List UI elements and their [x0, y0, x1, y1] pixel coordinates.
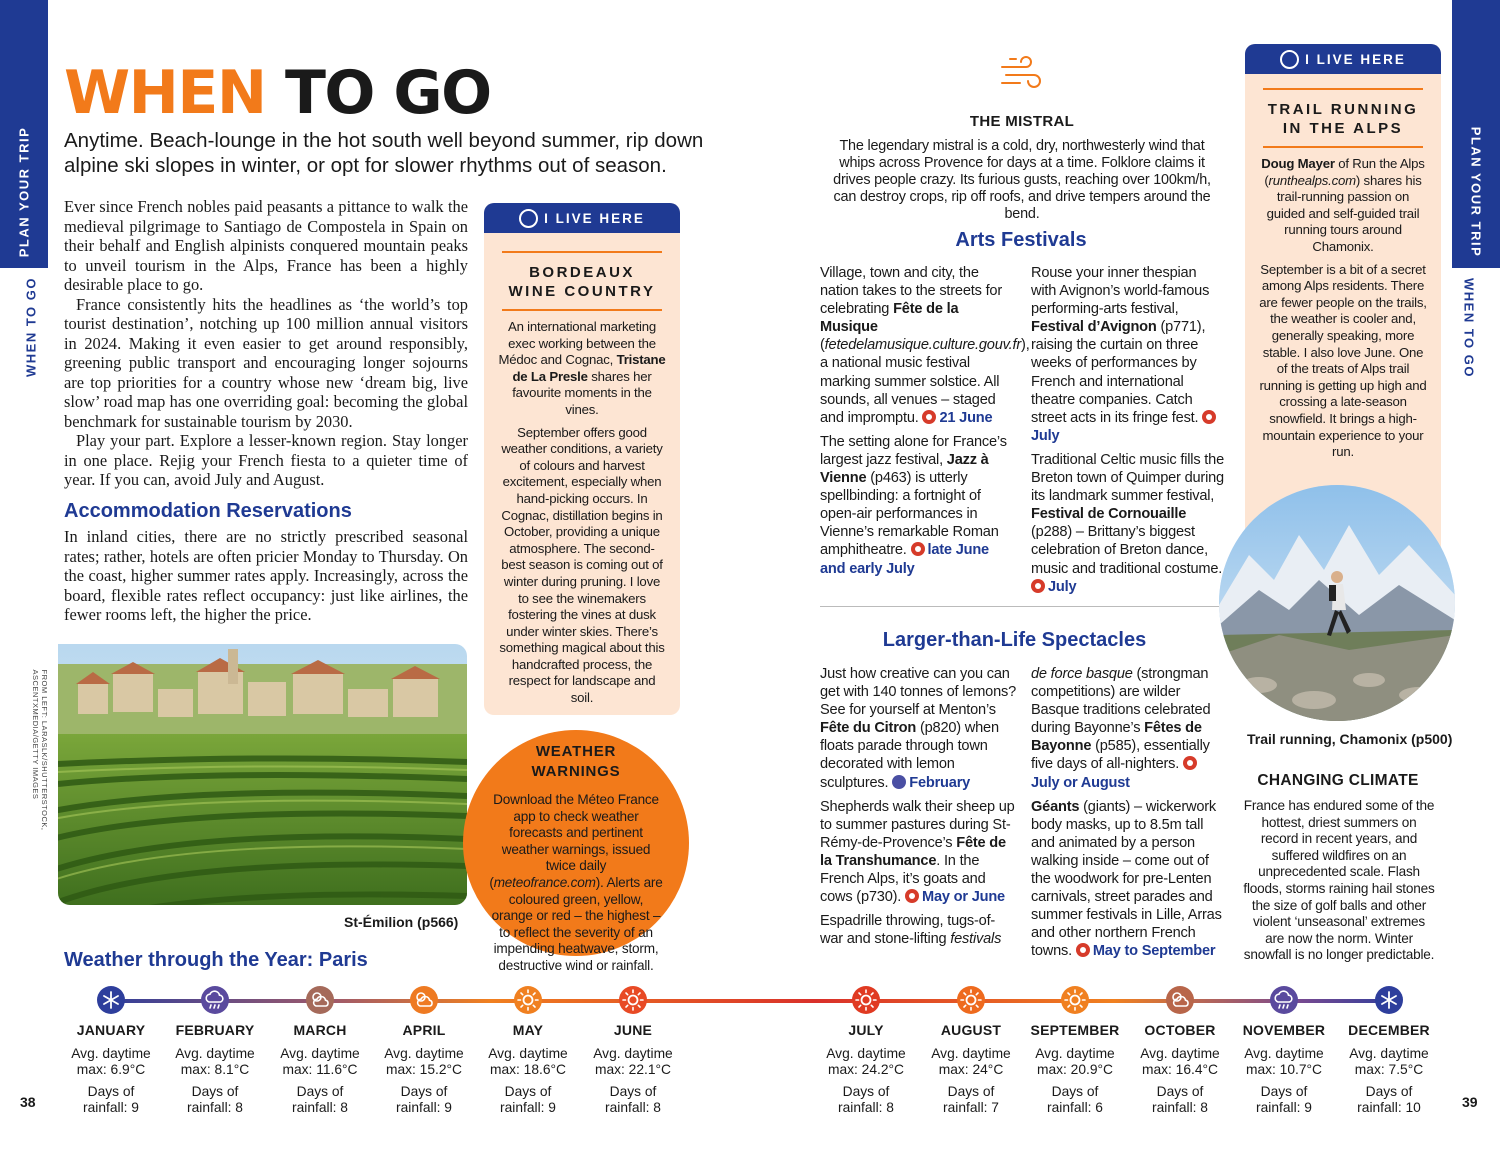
- accommodation-text: [64, 527, 468, 625]
- trail-running-text: [1245, 148, 1441, 461]
- page-number-right: 39: [1462, 1094, 1478, 1110]
- sun-cloud-icon: [306, 986, 334, 1014]
- bordeaux-intro-a: An international marketing exec working between the Médoc and Cognac,: [498, 319, 656, 368]
- date-text: 21 June: [939, 409, 993, 426]
- rain-days: [816, 1084, 916, 1116]
- month-name: SEPTEMBER: [1030, 1022, 1120, 1038]
- rain-value: rainfall: 7: [943, 1100, 999, 1115]
- text: Village, town and city, the nation takes to the streets for celebrating: [820, 265, 1003, 318]
- weather-warnings-circle: [463, 730, 689, 973]
- weather-warnings-title: [487, 742, 665, 782]
- month-march: [270, 1022, 370, 1116]
- temp-label: Avg. daytime: [1035, 1046, 1115, 1061]
- italic-text: festivals: [950, 931, 1002, 948]
- i-live-here-bar: [484, 203, 680, 233]
- avg-max-temp: [374, 1046, 474, 1078]
- temp-label: Avg. daytime: [826, 1046, 906, 1061]
- snowflake-icon: [892, 775, 906, 789]
- sun-icon: [1076, 943, 1090, 957]
- badge-icon: [1280, 50, 1299, 69]
- festival-link[interactable]: fetedelamusique.culture.gouv.fr: [824, 337, 1022, 354]
- text: Espadrille throwing, tugs-of-war and stone-lifting: [820, 913, 996, 948]
- rain-label: Days of: [1260, 1084, 1308, 1099]
- festival-de-cornouaille-paragraph: [1031, 451, 1225, 596]
- sun-icon: [1183, 756, 1197, 770]
- trail-title-line-1: TRAIL RUNNING: [1267, 101, 1419, 118]
- snow-icon: [97, 986, 125, 1014]
- i-live-here-label: I LIVE HERE: [1305, 51, 1406, 67]
- weather-warnings-text-a: Download the Méteo France app to check weather forecasts and pertinent weather warnings, issued twice daily (: [489, 792, 659, 890]
- photo-credit-line-1: FROM LEFT: LARASLK/SHUTTERSTOCK,: [40, 669, 49, 831]
- date-text: July: [1031, 427, 1060, 444]
- date-text: February: [909, 774, 971, 791]
- mistral-text: The legendary mistral is a cold, dry, northwesterly wind that whips across Provence for days at a time. Folklore claims it drives people crazy. Its furious gusts, reaching over 100km/h, can destroy crops, rip off roofs, and drive tempers around the bend.: [833, 138, 1211, 222]
- wind-icon: [998, 55, 1046, 95]
- text: Shepherds walk their sheep up to summer pastures during St-Rémy-de-Provence’s: [820, 798, 1015, 851]
- sun-cloud-icon: [1166, 986, 1194, 1014]
- espadrille-paragraph: [820, 912, 1016, 948]
- i-live-here-label: I LIVE HERE: [544, 210, 645, 226]
- avg-max-temp: [921, 1046, 1021, 1078]
- weather-warnings-text: [487, 792, 665, 975]
- date-text: May or June: [922, 889, 1005, 906]
- date-tag: [892, 775, 970, 791]
- festival-name: Festival de Cornouaille: [1031, 506, 1187, 523]
- rain-label: Days of: [609, 1084, 657, 1099]
- festival-d-avignon-paragraph: [1031, 264, 1225, 445]
- sun-icon: [1202, 410, 1216, 424]
- italic-text: de force basque: [1031, 666, 1133, 682]
- text: (p463) is utterly spellbinding: a fortnight of open-air performances in Vienne’s remarkable Roman amphitheatre.: [820, 470, 999, 559]
- month-name: FEBRUARY: [175, 1022, 255, 1038]
- photo-credit: [31, 670, 49, 831]
- date-text: late June and early July: [820, 542, 989, 577]
- text: (p771), raising the curtain on three weeks of performances by French and international theatre companies. Catch street acts in its fringe fest.: [1031, 319, 1206, 426]
- section-divider: [820, 606, 1225, 607]
- rain-label: Days of: [947, 1084, 995, 1099]
- chamonix-caption: Trail running, Chamonix (p500): [1247, 731, 1453, 747]
- rain-value: rainfall: 9: [500, 1100, 556, 1115]
- text: (p288) – Brittany’s biggest celebration of Breton dance, music and traditional costume.: [1031, 524, 1223, 577]
- temp-label: Avg. daytime: [280, 1046, 360, 1061]
- festival-name: Fête de la Transhumance: [820, 834, 1006, 869]
- month-name: JANUARY: [76, 1022, 146, 1038]
- avg-max-temp: [1130, 1046, 1230, 1078]
- trail-running-title: [1245, 100, 1441, 138]
- arts-column-1: [820, 264, 1030, 584]
- sun-icon: [922, 410, 936, 424]
- bordeaux-title-line-2: WINE COUNTRY: [508, 283, 656, 300]
- trail-intro-a: of Run the Alps (: [1264, 156, 1425, 188]
- avg-max-temp: [165, 1046, 265, 1078]
- weather-warnings-title-1: WEATHER: [535, 743, 617, 760]
- chamonix-photo: [1219, 485, 1455, 721]
- month-june: [583, 1022, 683, 1116]
- vineyard-illustration: [58, 644, 467, 905]
- month-name: DECEMBER: [1348, 1022, 1430, 1038]
- weather-heading: Weather through the Year: Paris: [64, 949, 368, 971]
- text: (p585), essentially five days of all-nighters.: [1031, 738, 1210, 773]
- temp-value: max: 18.6°C: [489, 1062, 567, 1077]
- spectacles-heading: Larger-than-Life Spectacles: [882, 629, 1147, 651]
- text: The setting alone for France’s largest jazz festival,: [820, 433, 1007, 468]
- temp-label: Avg. daytime: [593, 1046, 673, 1061]
- sun-icon: [957, 986, 985, 1014]
- text: Just how creative can you can get with 140 tonnes of lemons? See for yourself at Menton’s: [820, 666, 1017, 719]
- rain-label: Days of: [842, 1084, 890, 1099]
- sun-icon: [911, 542, 925, 556]
- st-emilion-photo: [58, 644, 467, 905]
- temp-value: max: 6.9°C: [76, 1062, 146, 1077]
- photo-credit-line-2: ASCENTXMEDIA/GETTY IMAGES: [31, 669, 40, 800]
- rain-days: [61, 1084, 161, 1116]
- rain-days: [478, 1084, 578, 1116]
- rain-value: rainfall: 9: [83, 1100, 139, 1115]
- temp-value: max: 24°C: [938, 1062, 1004, 1077]
- month-name: OCTOBER: [1144, 1022, 1216, 1038]
- rain-label: Days of: [296, 1084, 344, 1099]
- temp-value: max: 7.5°C: [1354, 1062, 1424, 1077]
- changing-climate-text: France has endured some of the hottest, driest summers on record in recent years, and suffered wildfires on an unprecedented scale. Flash floods, storms raining hail stones the size of golf balls and other violent ‘unseasonal’ extremes are now the norm. Winter snowfall is no longer predictable.: [1243, 798, 1435, 963]
- avg-max-temp: [816, 1046, 916, 1078]
- badge-icon: [519, 209, 538, 228]
- sun-icon: [1061, 986, 1089, 1014]
- festival-name: Géants: [1031, 798, 1080, 815]
- date-tag: [1031, 579, 1076, 595]
- main-paragraph-3: Play your part. Explore a lesser-known region. Stay longer in one place. Rejig your French fiesta to a quieter time of year. If you can, avoid July and August.: [64, 431, 468, 489]
- temp-label: Avg. daytime: [1349, 1046, 1429, 1061]
- rain-label: Days of: [1365, 1084, 1413, 1099]
- rain-days: [921, 1084, 1021, 1116]
- temp-label: Avg. daytime: [1140, 1046, 1220, 1061]
- trail-body: September is a bit of a secret among Alps residents. There are fewer people on the trails, the weather is cooler and, generally speaking, more stable. I also love June. One of the treats of Alps trail running is getting up high and crossing a late-season snowfield. It brings a high-mountain experience to your run.: [1259, 261, 1427, 460]
- sun-icon: [905, 889, 919, 903]
- avg-max-temp: [478, 1046, 578, 1078]
- text: Traditional Celtic music fills the Breton town of Quimper during its landmark summer festival,: [1031, 451, 1224, 505]
- rain-value: rainfall: 9: [1256, 1100, 1312, 1115]
- temp-label: Avg. daytime: [384, 1046, 464, 1061]
- bordeaux-person-name: Tristane de La Presle: [512, 352, 666, 384]
- rain-days: [1339, 1084, 1439, 1116]
- temp-value: max: 20.9°C: [1036, 1062, 1114, 1077]
- rain-value: rainfall: 6: [1047, 1100, 1103, 1115]
- festival-name: Fête du Citron: [820, 720, 917, 737]
- main-paragraph-2: France consistently hits the headlines as ‘the world’s top tourist destination’, notching up 100 million annual visitors in 2024. Making it even easier to get around responsibly, greening public transport and encouraging longer sojourns are top priorities for a country whose new ‘dream big, live slow’ road map has one overriding goal: becoming the global benchmark for sustainable tourism by 2030.: [64, 294, 468, 431]
- trail-person-name: Doug Mayer: [1261, 156, 1335, 171]
- sun-icon: [619, 986, 647, 1014]
- rain-label: Days of: [191, 1084, 239, 1099]
- month-october: [1130, 1022, 1230, 1116]
- temp-label: Avg. daytime: [1244, 1046, 1324, 1061]
- month-february: [165, 1022, 265, 1116]
- rain-days: [583, 1084, 683, 1116]
- trail-intro-b: ) shares his trail-running passion on guided and self-guided trail running tours around Chamonix.: [1266, 172, 1422, 254]
- temp-value: max: 24.2°C: [827, 1062, 905, 1077]
- temp-value: max: 11.6°C: [282, 1062, 358, 1077]
- sun-icon: [1031, 579, 1045, 593]
- month-september: [1025, 1022, 1125, 1116]
- weather-warnings-title-2: WARNINGS: [531, 763, 621, 780]
- date-tag: [905, 889, 1005, 905]
- transhumance-paragraph: [820, 798, 1016, 907]
- festival-name: Jazz à Vienne: [820, 451, 989, 487]
- runthealps-link[interactable]: runthealps.com: [1268, 172, 1356, 188]
- rain-days: [165, 1084, 265, 1116]
- avg-max-temp: [1234, 1046, 1334, 1078]
- temp-label: Avg. daytime: [931, 1046, 1011, 1061]
- month-name: JULY: [848, 1022, 884, 1038]
- rain-label: Days of: [1051, 1084, 1099, 1099]
- festival-name: Fête de la Musique: [820, 301, 959, 336]
- temp-value: max: 10.7°C: [1245, 1062, 1323, 1077]
- fete-de-la-musique-paragraph: Village, town and city, the nation takes to the streets for celebrating Fête de la Musique (fetedelamusique.culture.gouv.fr), a national music festival marking summer solstice. All sounds, all venues – staged and impromptu. 21 June: [820, 265, 1030, 426]
- geants-paragraph: [1031, 798, 1225, 961]
- fetes-de-bayonne-paragraph: [1031, 665, 1225, 792]
- left-tab-when-to-go: WHEN TO GO: [23, 277, 39, 377]
- weather-warnings-content: [487, 742, 665, 975]
- rain-value: rainfall: 10: [1357, 1100, 1421, 1115]
- month-name: AUGUST: [940, 1022, 1002, 1038]
- spectacles-column-2: [1031, 665, 1225, 967]
- right-tab-when-to-go: WHEN TO GO: [1461, 278, 1477, 378]
- right-side-tab: [1452, 0, 1500, 1154]
- month-august: [921, 1022, 1021, 1116]
- text: (p820) when floats parade through town decorated with lemon sculptures.: [820, 720, 999, 791]
- right-tab-plan-your-trip: PLAN YOUR TRIP: [1468, 126, 1484, 258]
- changing-climate-title: CHANGING CLIMATE: [1257, 772, 1419, 789]
- jazz-a-vienne-paragraph: [820, 433, 1016, 578]
- rain-cloud-icon: [1270, 986, 1298, 1014]
- month-name: MARCH: [293, 1022, 347, 1038]
- festival-name: Festival d’Avignon: [1031, 319, 1157, 336]
- rain-label: Days of: [1156, 1084, 1204, 1099]
- left-side-tab: [0, 0, 48, 1154]
- page-number-left: 38: [20, 1094, 36, 1110]
- month-name: NOVEMBER: [1242, 1022, 1326, 1038]
- bordeaux-title: [484, 263, 680, 301]
- accommodation-heading: Accommodation Reservations: [64, 500, 352, 522]
- snow-icon: [1375, 986, 1403, 1014]
- page-title: [64, 58, 491, 128]
- month-november: [1234, 1022, 1334, 1116]
- arts-column-2: [1031, 264, 1225, 602]
- mistral-title: THE MISTRAL: [969, 113, 1075, 130]
- sun-icon: [852, 986, 880, 1014]
- avg-max-temp: [1339, 1046, 1439, 1078]
- i-live-here-bordeaux: [484, 203, 680, 715]
- rain-days: [374, 1084, 474, 1116]
- temp-label: Avg. daytime: [175, 1046, 255, 1061]
- text: , a national music festival marking summer solstice. All sounds, all venues – staged and impromptu.: [820, 337, 1030, 426]
- rain-value: rainfall: 9: [396, 1100, 452, 1115]
- rain-days: [1130, 1084, 1230, 1116]
- mountain-runner-illustration: [1219, 485, 1455, 721]
- text: Rouse your inner thespian with Avignon’s world-famous performing-arts festival,: [1031, 265, 1210, 318]
- avg-max-temp: [270, 1046, 370, 1078]
- festival-name: Fêtes de Bayonne: [1031, 720, 1202, 755]
- rain-label: Days of: [504, 1084, 552, 1099]
- temp-value: max: 22.1°C: [594, 1062, 672, 1077]
- rain-days: [270, 1084, 370, 1116]
- title-to-go: TO GO: [285, 58, 491, 128]
- sun-cloud-icon: [410, 986, 438, 1014]
- text: (strongman competitions) are wilder Basque traditions celebrated during Bayonne’s: [1031, 666, 1211, 737]
- avg-max-temp: [61, 1046, 161, 1078]
- rain-value: rainfall: 8: [292, 1100, 348, 1115]
- divider: [502, 251, 662, 253]
- left-tab-plan-your-trip: PLAN YOUR TRIP: [16, 126, 32, 258]
- meteofrance-link[interactable]: meteofrance.com: [493, 874, 596, 890]
- accommodation-paragraph: In inland cities, there are no strictly prescribed seasonal rates; rather, hotels are often pricier Monday to Thursday. On the coast, higher summer rates apply. Increasingly, across the board, flexible rates reflect occupancy: just like airlines, the fewer rooms left, the higher the price.: [64, 527, 468, 624]
- weather-timeline-line: [60, 997, 1460, 1005]
- weather-warnings-text-b: ). Alerts are coloured green, yellow, orange or red – the highest – to reflect the severity of an impending heatwave, storm, destructive wind or rainfall.: [491, 874, 663, 973]
- temp-label: Avg. daytime: [488, 1046, 568, 1061]
- rain-days: [1234, 1084, 1334, 1116]
- rain-label: Days of: [400, 1084, 448, 1099]
- text: (giants) – wickerwork body masks, up to 8.5m tall and animated by a person walking inside – come out of the woodwork for pre-Lenten carnivals, street parades and summer festivals in Lille, Arras and other northern French towns.: [1031, 798, 1222, 960]
- arts-festivals-heading: Arts Festivals: [955, 229, 1087, 251]
- main-paragraph-1: Ever since French nobles paid peasants a pittance to walk the medieval pilgrimage to Santiago de Compostela in Spain on their behalf and English alpinists conquered mountain peaks to unveil tourism in the Alps, France has been a highly desirable place to go.: [64, 197, 468, 294]
- temp-value: max: 8.1°C: [180, 1062, 250, 1077]
- text: . In the French Alps, it’s goats and cows (p730).: [820, 852, 986, 906]
- rain-cloud-icon: [201, 986, 229, 1014]
- month-name: JUNE: [613, 1022, 653, 1038]
- fete-du-citron-paragraph: [820, 665, 1016, 792]
- month-december: [1339, 1022, 1439, 1116]
- temp-value: max: 15.2°C: [385, 1062, 463, 1077]
- rain-label: Days of: [87, 1084, 135, 1099]
- i-live-here-bar: [1245, 44, 1441, 74]
- month-may: [478, 1022, 578, 1116]
- intro-text: Anytime. Beach-lounge in the hot south well beyond summer, rip down alpine ski slopes in winter, or opt for slower rhythms out of season.: [64, 129, 704, 177]
- title-when: WHEN: [64, 58, 266, 128]
- bordeaux-text: [484, 311, 680, 707]
- avg-max-temp: [583, 1046, 683, 1078]
- month-january: [61, 1022, 161, 1116]
- main-text: [64, 197, 468, 490]
- rain-value: rainfall: 8: [605, 1100, 661, 1115]
- date-tag: [922, 410, 992, 426]
- st-emilion-caption: St-Émilion (p566): [344, 914, 459, 930]
- date-text: May to September: [1092, 943, 1216, 960]
- date-text: July: [1048, 578, 1077, 595]
- month-name: APRIL: [402, 1022, 446, 1038]
- sun-icon: [514, 986, 542, 1014]
- rain-days: [1025, 1084, 1125, 1116]
- month-april: [374, 1022, 474, 1116]
- rain-value: rainfall: 8: [187, 1100, 243, 1115]
- month-name: MAY: [512, 1022, 544, 1038]
- divider: [1263, 88, 1423, 90]
- avg-max-temp: [1025, 1046, 1125, 1078]
- date-tag: [1076, 943, 1216, 959]
- rain-value: rainfall: 8: [838, 1100, 894, 1115]
- bordeaux-intro-b: shares her favourite moments in the vines.: [512, 368, 652, 417]
- bordeaux-title-line-1: BORDEAUX: [529, 264, 635, 281]
- date-text: July or August: [1031, 774, 1130, 791]
- bordeaux-body: September offers good weather conditions, a variety of colours and harvest excitement, especially when hand-picking occurs. In Cognac, distillation begins in October, providing a unique atmosphere. The second-best season is coming out of winter during pruning. I love to see the winemakers fostering the vines at dusk under winter skies. There’s something magical about this handcrafted process, the respect for landscape and soil.: [499, 424, 665, 706]
- temp-value: max: 16.4°C: [1141, 1062, 1219, 1077]
- trail-title-line-2: IN THE ALPS: [1282, 120, 1404, 137]
- spectacles-column-1: [820, 665, 1016, 954]
- rain-value: rainfall: 8: [1152, 1100, 1208, 1115]
- month-july: [816, 1022, 916, 1116]
- temp-label: Avg. daytime: [71, 1046, 151, 1061]
